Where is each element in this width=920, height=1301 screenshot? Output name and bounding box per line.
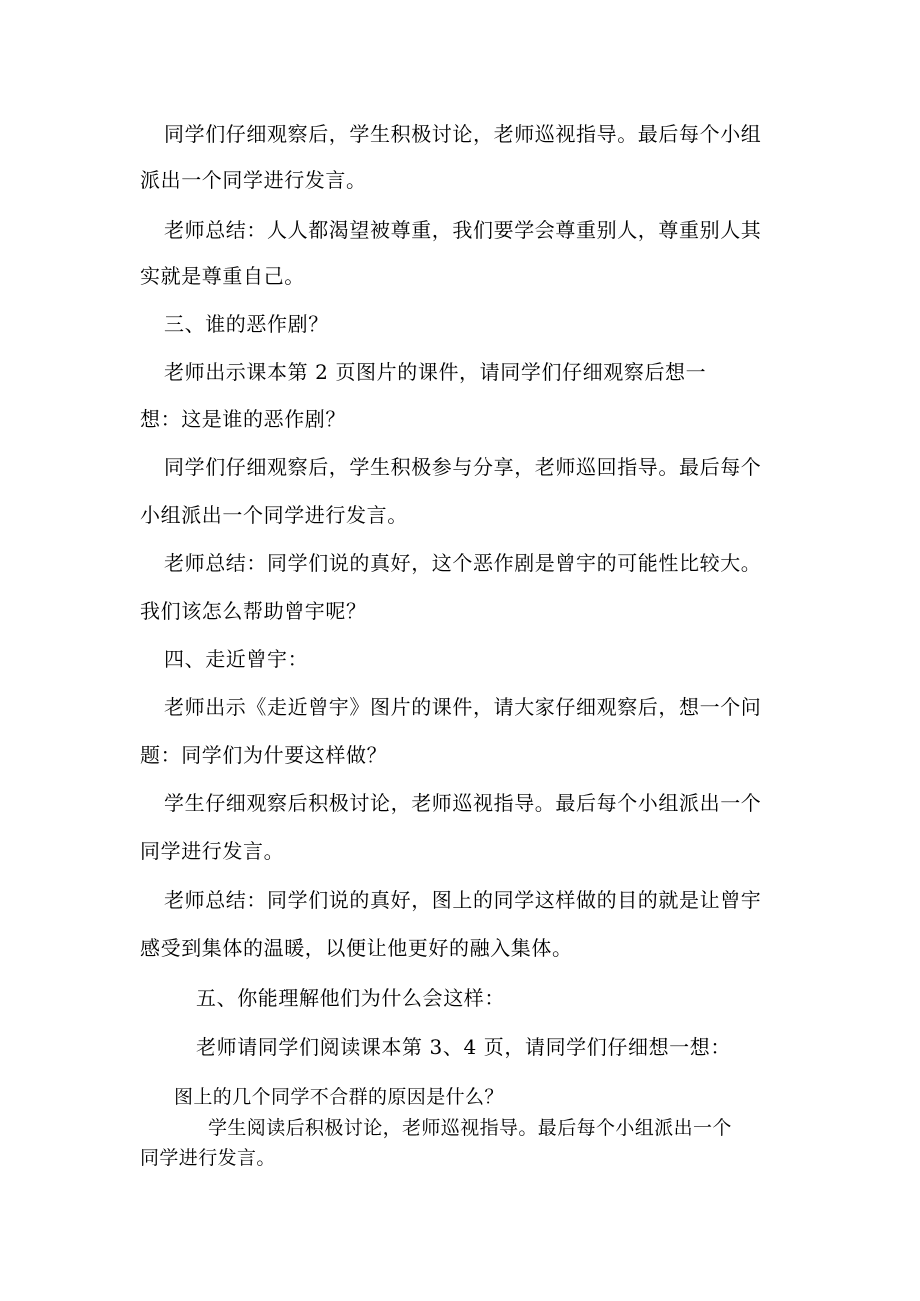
- paragraph-line-9: 小组派出一个同学进行发言。: [140, 503, 408, 527]
- section-heading-3: 三、谁的恶作剧？: [164, 312, 329, 336]
- paragraph-line-1: 同学们仔细观察后，学生积极讨论，老师巡视指导。最后每个小组: [164, 122, 762, 146]
- paragraph-line-4: 实就是尊重自己。: [140, 264, 305, 288]
- paragraph-line-17: 老师总结：同学们说的真好，图上的同学这样做的目的就是让曾宇: [164, 888, 762, 912]
- paragraph-line-7: 想：这是谁的恶作剧？: [140, 407, 346, 431]
- paragraph-line-3: 老师总结：人人都渴望被尊重，我们要学会尊重别人，尊重别人其: [164, 218, 762, 242]
- paragraph-line-18: 感受到集体的温暖，以便让他更好的融入集体。: [140, 936, 573, 960]
- paragraph-line-20: 老师请同学们阅读课本第 3、4 页，请同学们仔细想一想：: [196, 1035, 731, 1059]
- paragraph-line-10: 老师总结：同学们说的真好，这个恶作剧是曾宇的可能性比较大。: [164, 551, 762, 575]
- paragraph-line-2: 派出一个同学进行发言。: [140, 168, 367, 192]
- section-heading-4: 四、走近曾宇：: [164, 647, 309, 671]
- paragraph-line-23: 同学进行发言。: [140, 1147, 276, 1169]
- paragraph-line-13: 老师出示《走近曾宇》图片的课件，请大家仔细观察后，想一个问: [164, 695, 762, 719]
- paragraph-line-11: 我们该怎么帮助曾宇呢？: [140, 599, 367, 623]
- paragraph-line-15: 学生仔细观察后积极讨论，老师巡视指导。最后每个小组派出一个: [164, 791, 762, 815]
- paragraph-line-21: 图上的几个同学不合群的原因是什么？: [174, 1086, 504, 1108]
- paragraph-line-14: 题：同学们为什要这样做？: [140, 743, 388, 767]
- paragraph-line-22: 学生阅读后积极讨论，老师巡视指导。最后每个小组派出一个: [208, 1117, 732, 1139]
- section-heading-5: 五、你能理解他们为什么会这样：: [196, 986, 505, 1010]
- paragraph-line-6: 老师出示课本第 2 页图片的课件，请同学们仔细观察后想一: [164, 360, 707, 384]
- paragraph-line-16: 同学进行发言。: [140, 839, 285, 863]
- paragraph-line-8: 同学们仔细观察后，学生积极参与分享，老师巡回指导。最后每个: [164, 455, 762, 479]
